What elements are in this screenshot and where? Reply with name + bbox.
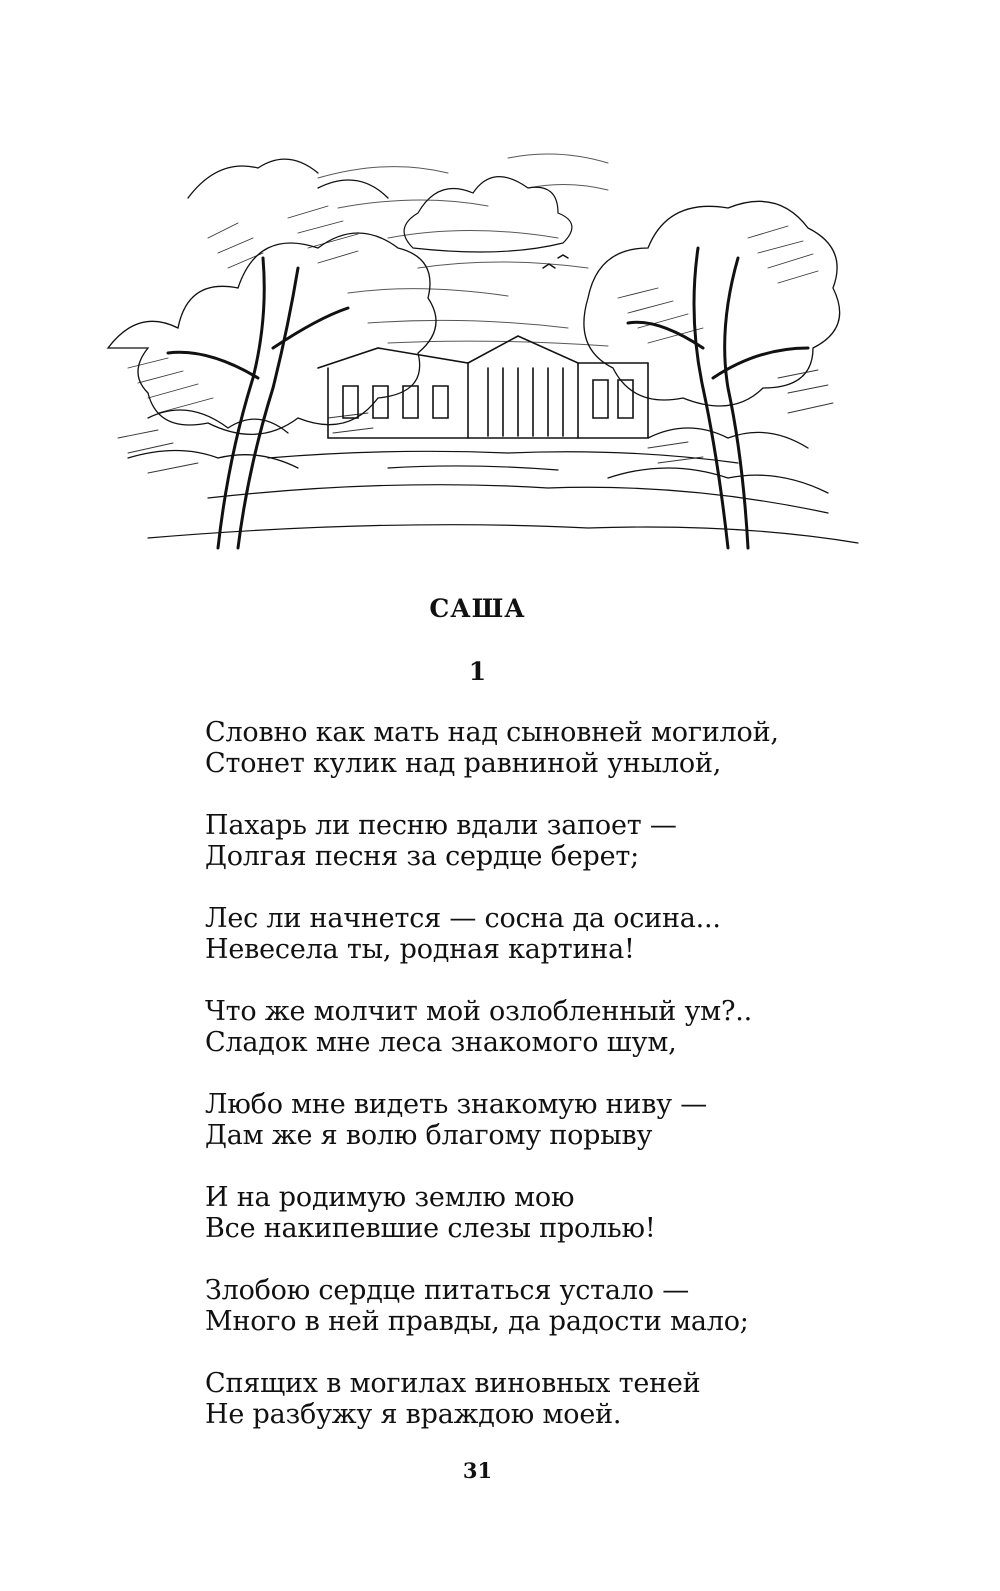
stanza: [205, 1183, 925, 1244]
verse-line: Спящих в могилах виновных теней: [205, 1368, 701, 1399]
verse-line: Лес ли начнется — сосна да осина...: [205, 903, 721, 934]
stanza: [205, 1276, 925, 1337]
poem-title: САША: [429, 594, 526, 623]
verse-line: Пахарь ли песню вдали запоет —: [205, 810, 677, 841]
stanza: [205, 904, 925, 965]
verse-line: Невесела ты, родная картина!: [205, 933, 635, 965]
stanza: [205, 997, 925, 1058]
verse-line: Все накипевшие слезы пролью!: [205, 1212, 656, 1244]
stanza: [205, 1090, 925, 1151]
verse-line: Любо мне видеть знакомую ниву —: [205, 1089, 708, 1120]
stanza: [205, 718, 925, 779]
verse-line: Не разбужу я враждою моей.: [205, 1398, 622, 1430]
estate-landscape-illustration: [88, 118, 860, 550]
verse-line: Дам же я волю благому порыву: [205, 1119, 653, 1151]
stanza: [205, 1369, 925, 1430]
part-number: 1: [468, 657, 487, 686]
page-number: 31: [462, 1458, 493, 1483]
verse-line: И на родимую землю мою: [205, 1182, 575, 1213]
verse-line: Что же молчит мой озлобленный ум?..: [205, 996, 753, 1027]
verse-line: Сладок мне леса знакомого шум,: [205, 1026, 677, 1058]
verse-line: Стонет кулик над равниной унылой,: [205, 747, 722, 779]
verse-line: Словно как мать над сыновней могилой,: [205, 717, 779, 748]
verse-line: Много в ней правды, да радости мало;: [205, 1305, 749, 1337]
verse-line: Долгая песня за сердце берет;: [205, 840, 639, 872]
verse-line: Злобою сердце питаться устало —: [205, 1275, 689, 1306]
stanza: [205, 811, 925, 872]
poem-body: [205, 718, 925, 1462]
